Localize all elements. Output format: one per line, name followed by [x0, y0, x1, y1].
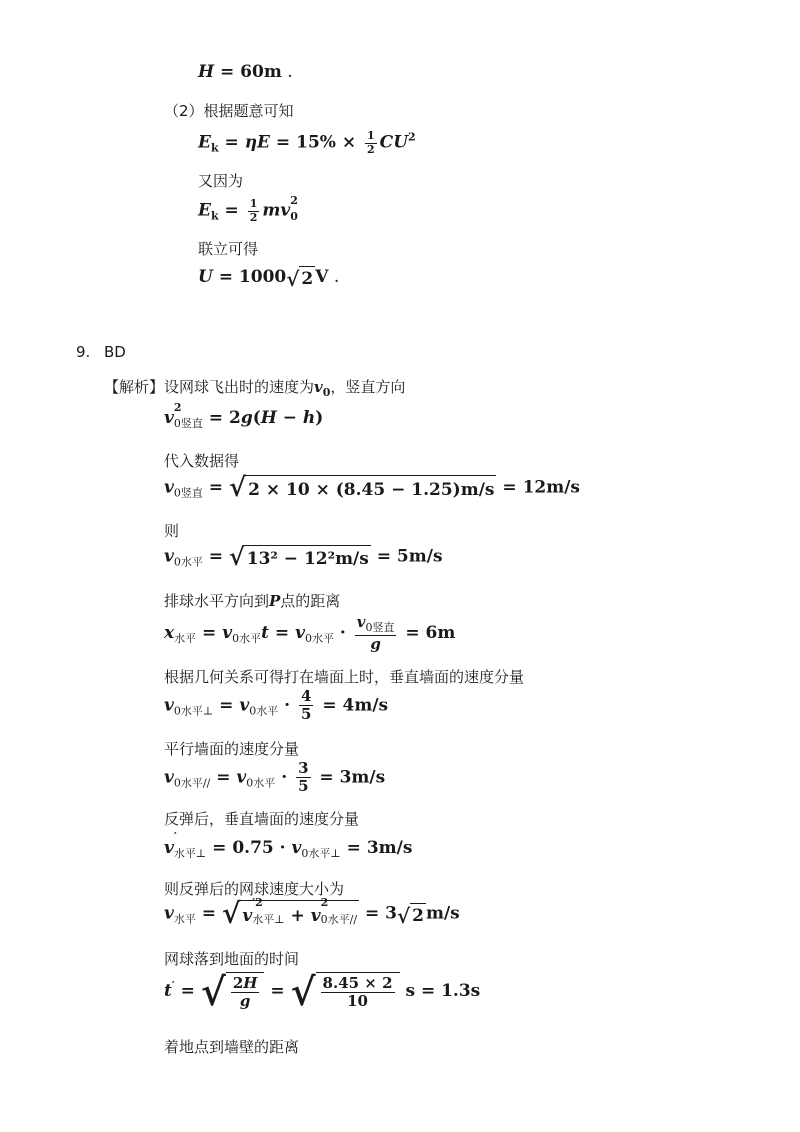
fraction-half: $\frac{1}{2}$	[367, 129, 375, 156]
text-fantan: 反弹后，垂直墙面的速度分量	[164, 810, 360, 828]
eq-v-horizontal: $v_{0水平}$ = √ 13² − 12² m/s = 5m/s	[164, 542, 443, 571]
sqrt-time-values: √ $\frac{8.45 \times 2}{10}$	[291, 972, 400, 1011]
eq-time: t′ = √ $\frac{2H}{g}$ = √ $\frac{8.45 \times 2}{10}$ s = 1.3s	[164, 968, 481, 1014]
fraction-time: $\frac{v_{0竖直}}{g}$	[356, 613, 395, 653]
analysis-label: 【解析】	[104, 378, 165, 396]
eq-v-after: $v_{水平}$ = √ v ′2 $_{水平\perp}$ + v 2 $_{0水平//}$ = 3 √ 2 m/s	[164, 896, 460, 930]
fraction-4-5: $\frac{4}{5}$	[301, 687, 312, 724]
sqrt-horizontal: √ 13² − 12² m/s	[228, 542, 369, 571]
eq-h-result: H = 60m .	[198, 62, 293, 82]
sqrt-2: √ 2	[286, 267, 314, 291]
question-answer: BD	[104, 343, 126, 361]
text-lianli: 联立可得	[198, 240, 259, 258]
u-unit: V	[315, 267, 329, 287]
text-genju: 根据几何关系可得打在墙面上时，垂直墙面的速度分量	[164, 668, 525, 686]
sqrt-2h-g: √ $\frac{2H}{g}$	[201, 972, 265, 1011]
eq-ek-kinetic: $E_k$ = $\frac{1}{2}$ mv 2 $_0$	[198, 193, 298, 224]
h-value: 60m	[240, 62, 282, 82]
analysis-intro: 【解析】设网球飞出时的速度为$v_0$，竖直方向	[104, 378, 406, 399]
text-youyinwei: 又因为	[198, 172, 244, 190]
fraction-3-5: $\frac{3}{5}$	[298, 759, 309, 796]
eq-v-parallel: $v_{0水平//} = v_{0水平}$ · $\frac{3}{5}$ = 3m/s	[164, 759, 386, 796]
efficiency-value: 15%	[296, 132, 336, 153]
fraction-half: $\frac{1}{2}$	[249, 197, 258, 224]
eq-v-perp: $v_{0水平\perp} = v_{0水平}$ · $\frac{4}{5}$ = 4m/s	[164, 687, 389, 724]
question-number: 9.	[76, 343, 91, 361]
step-2-label: （2）根据题意可知	[164, 102, 294, 120]
eq-u-result: U = 1000 √ 2 V .	[198, 267, 340, 291]
sqrt-vertical: √ 2 × 10 × (8.45 − 1.25) m/s	[228, 473, 495, 503]
text-zhaodi: 着地点到墙壁的距离	[164, 1038, 300, 1056]
text-ze: 则	[164, 522, 180, 540]
eq-vertical-kinematics: v 2 $_{0竖直}$ = 2g(H − h)	[164, 401, 324, 430]
eq-v-vertical: $v_{0竖直}$ = √ 2 × 10 × (8.45 − 1.25) m/s = 12m/s	[164, 473, 580, 503]
text-pingxing: 平行墙面的速度分量	[164, 740, 300, 758]
eq-x-horizontal: $x_{水平} = v_{0水平}t = v_{0水平}$ · $\frac{v_{0竖直}}{g}$ = 6m	[164, 613, 456, 653]
text-pai: 排球水平方向到P点的距离	[164, 592, 341, 610]
text-daoru: 代入数据得	[164, 452, 240, 470]
eq-v-perp-after: v ′ $_{水平\perp} = 0.75 \cdot v_{0水平\perp} = 3m/s$	[164, 830, 413, 860]
u-coefficient: 1000	[238, 267, 287, 287]
text-ze-fantan: 则反弹后的网球速度大小为	[164, 880, 345, 898]
sqrt-v-after: √ v ′2 $_{水平\perp}$ + v 2 $_{0水平//}$	[221, 896, 358, 930]
sqrt-2: √ 2	[396, 903, 424, 928]
eq-ek-efficiency: $E_k = \eta E = 15\%$ × $\frac{1}{2}$ $CU^2$	[198, 129, 416, 156]
text-luodi: 网球落到地面的时间	[164, 950, 300, 968]
